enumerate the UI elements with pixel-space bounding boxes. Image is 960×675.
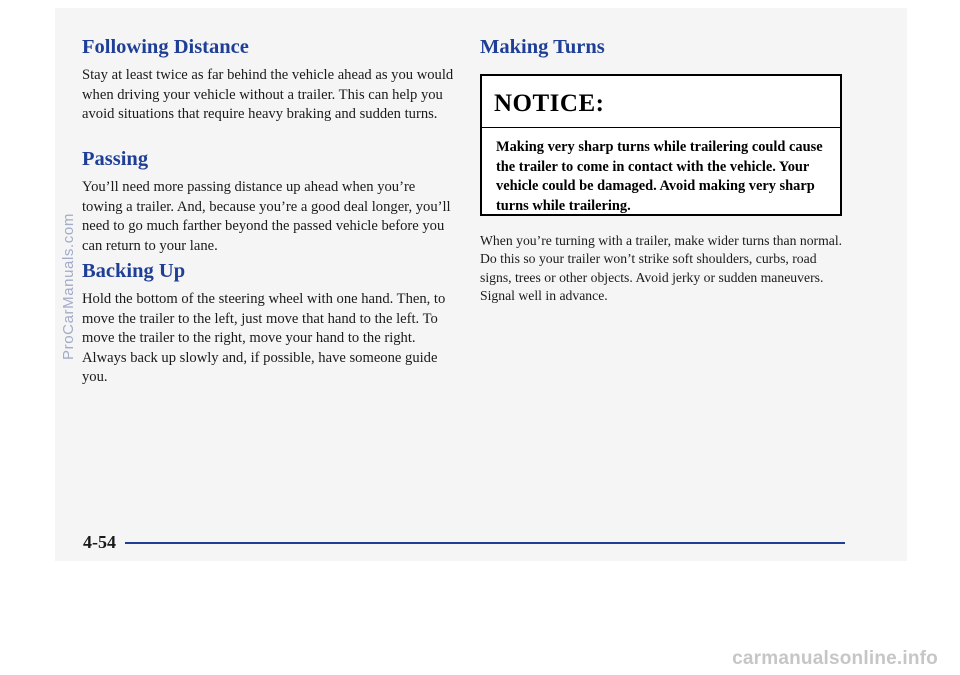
heading-backing-up: Backing Up (82, 260, 186, 282)
heading-passing: Passing (82, 148, 149, 170)
paragraph-following-distance: Stay at least twice as far behind the vehicle ahead as you would when driving your vehicle without a trailer. This can help you avoid situations that require heavy braking and sudden turns. (82, 67, 454, 122)
side-watermark: ProCarManuals.com (60, 213, 77, 360)
site-watermark: carmanualsonline.info (732, 648, 938, 669)
paragraph-making-turns: When you’re turning with a trailer, make wider turns than normal. Do this so your trailer won’t strike soft shoulders, curbs, road signs, trees or other objects. Avoid jerky or sudden maneuvers. Signal well in advance. (480, 233, 843, 303)
notice-text: Making very sharp turns while trailering could cause the trailer to come in contact with the vehicle. Your vehicle could be damaged. Avoid making very sharp turns while trailering. (496, 139, 823, 214)
paragraph-backing-up: Hold the bottom of the steering wheel with one hand. Then, to move the trailer to the left, just move that hand to the left. To move the trailer to the right, move your hand to the right. Always back up slowly and, if possible, have someone guide you. (82, 291, 446, 385)
footer-rule (125, 542, 845, 544)
notice-title: NOTICE: (482, 76, 840, 128)
turns-paragraph-wrap (480, 232, 850, 305)
paragraph-passing: You’ll need more passing distance up ahead when you’re towing a trailer. And, because you’re a good deal longer, you’ll need to go much farther beyond the passed vehicle before you can return to your lane. (82, 179, 451, 254)
notice-box (480, 74, 842, 216)
heading-making-turns: Making Turns (480, 36, 605, 58)
heading-following-distance: Following Distance (82, 36, 249, 58)
page-number: 4-54 (83, 532, 116, 552)
